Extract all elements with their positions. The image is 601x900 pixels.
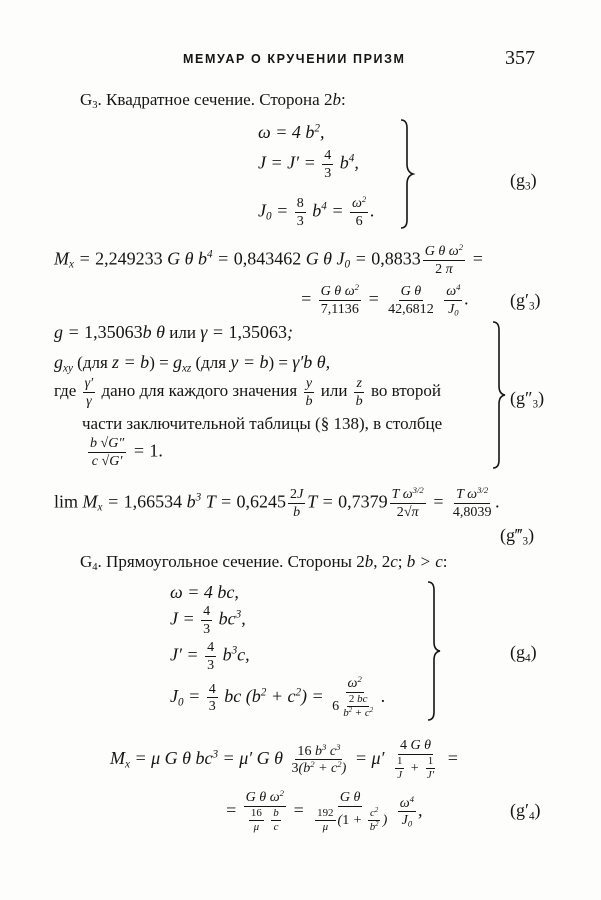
equation-g-g3: g = 1,35063b θ или γ = 1,35063;	[54, 322, 293, 342]
running-title: МЕМУАР О КРУЧЕНИИ ПРИЗМ	[183, 52, 406, 66]
equation-mx-g3-line2: = $\frac{G \theta \omega^2}{7,1136}$ = $\frac{\text{G θ}}{42,6812}$ $\frac{\omega^4}{J_0}$ .	[300, 281, 469, 318]
page-number: 357	[505, 47, 535, 69]
equation-j-g3: J = J′ = $\frac{4}{3}$ $b^4$,	[258, 147, 359, 181]
brace-g3	[398, 118, 416, 230]
equation-j-g4: J = $\frac{4}{3}$ $bc^3$,	[170, 603, 246, 637]
equation-j0-g4: $J_0$ = $\frac{4}{3}$ bc $(b^2 + c^2)$ = $\omega^2$ 6 $\frac{2 bc}{b^2 + c^2}$ .	[170, 673, 386, 720]
tag-g3-prime: $(g'_3)$	[510, 290, 541, 313]
tag-g3-triple-prime: $(g‴_3)$	[500, 525, 535, 548]
section-heading-g3: $G_3$. Квадратное сечение. Сторона 2b:	[80, 90, 346, 112]
tag-g4-prime: $(g'_4)$	[510, 800, 541, 823]
equation-omega-g4: ω = 4 bc,	[170, 582, 239, 602]
section-heading-g4: $G_4$. Прямоугольное сечение. Стороны 2b, 2c; b > c:	[80, 552, 448, 574]
equation-mx-g4-line2: = G θ $\omega^2$ $\frac{16}{\mu}$ $\frac{b}{c}$ = G θ $\frac{192}{\mu}$ (1 + $\frac{c^2}{b^2}$ ) $\frac{\omega^4}{J_0}$ ,	[225, 787, 423, 834]
tag-g4: $(g_4)$	[510, 642, 537, 665]
equation-mx-g4-line1: $M_x = \mu$ G θ $bc^3 = \mu'$ G θ $\frac{16 b^3 c^3}{3(b^2 + c^2)}$ = μ′ 4 G θ $\frac{1}{J}$ + $\frac{1}{J'}$ =	[110, 737, 459, 782]
equation-j0-g3: $J_0$ = $\frac{8}{3}$ $b^4$ = $\frac{\omega^2}{6}$ .	[258, 193, 375, 229]
equation-ratio-g3: $\frac{b √G''}{c √G'}$ = 1.	[90, 435, 163, 469]
equation-jprime-g4: J′ = $\frac{4}{3}$ $b^3c$,	[170, 639, 250, 673]
equation-mx-g3-line1: $M_x = 2,249233$ G θ $b^4 = 0,843462$ G θ $J_0 = 0,8833$ $\frac{G \theta \omega^2}{2 \pi}$ =	[54, 241, 484, 277]
brace-g3-second	[490, 320, 508, 470]
text-table-line: части заключительной таблицы (§ 138), в столбце	[82, 414, 443, 433]
equation-gxy-g3: $g_{xy}$ (для $z = b) = g_{xz}$ (для y = b) = γ′b θ,	[54, 352, 331, 375]
tag-g3-double-prime: $(g''_3)$	[510, 388, 545, 411]
equation-lim-mx-g3: $\lim M_x = 1,66534$ $b^3$ T = 0,6245 $\frac{2J}{b}$ T = 0,7379 $\frac{T \omega^{3/2}}{2√\pi}$ = $\frac{T \omega^{3/2}}{4,8039}$ .	[54, 484, 500, 520]
text-gde-line: где $\frac{\gamma'}{\gamma}$ дано для каждого значения $\frac{y}{b}$ или $\frac{z}{b}$ во второй	[54, 375, 442, 409]
tag-g3: $(g_3)$	[510, 170, 537, 193]
equation-omega-g3: ω = 4 $b^2$,	[258, 122, 325, 142]
brace-g4	[425, 580, 443, 722]
